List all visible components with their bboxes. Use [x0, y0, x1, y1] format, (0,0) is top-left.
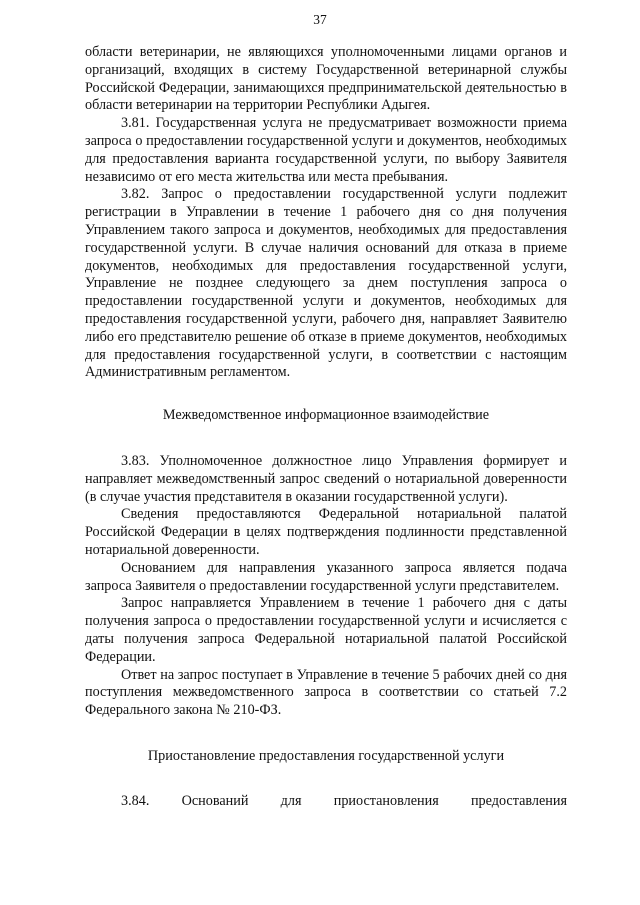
paragraph-continuation: области ветеринарии, не являющихся уполномоченными лицами органов и организаций, входящих в систему Государственной ветеринарной службы Российской Федерации, занимающихся предпринимательской деятельностью в области ветеринарии на территории Республики Адыгея. [85, 44, 567, 114]
paragraph-request-sent: Запрос направляется Управлением в течение 1 рабочего дня с даты получения запроса о предоставлении государственной услуги и исчисляется с даты получения запроса Федеральной нотариальной палатой Российской Федерации. [85, 595, 567, 665]
document-body [85, 44, 567, 810]
paragraph-3-81: 3.81. Государственная услуга не предусматривает возможности приема запроса о предоставлении государственной услуги и документов, необходимых для предоставления варианта государственной услуги, по выбору Заявителя независимо от его места жительства или места пребывания. [85, 115, 567, 185]
section-heading-interagency: Межведомственное информационное взаимодействие [162, 407, 490, 424]
paragraph-response: Ответ на запрос поступает в Управление в течение 5 рабочих дней со дня поступления межведомственного запроса в соответствии со статьей 7.2 Федерального закона № 210-ФЗ. [85, 666, 567, 719]
page-number: 37 [313, 12, 327, 27]
section-heading-suspension: Приостановление предоставления государственной услуги [147, 747, 505, 764]
paragraph-3-83: 3.83. Уполномоченное должностное лицо Управления формирует и направляет межведомственный запрос сведений о нотариальной доверенности (в случае участия представителя в оказании государственной услуги). [85, 452, 567, 505]
paragraph-grounds: Основанием для направления указанного запроса является подача запроса Заявителя о предоставлении государственной услуги представителем. [85, 559, 567, 594]
paragraph-3-82: 3.82. Запрос о предоставлении государственной услуги подлежит регистрации в Управлении в течение 1 рабочего дня со дня получения Управлением такого запроса и документов, необходимых для предоставления государственной услуги. В случае наличия оснований для отказа в приеме документов, необходимых для предоставления государственной услуги, Управление не позднее следующего за днем поступления запроса о предоставлении государственной услуги и документов, необходимых для предоставления государственной услуги, рабочего дня, направляет Заявителю либо его представителю решение об отказе в приеме документов, необходимых для предоставления государственной услуги, в соответствии с настоящим Административным регламентом. [85, 186, 567, 381]
paragraph-info-provided: Сведения предоставляются Федеральной нотариальной палатой Российской Федерации в целях подтверждения подлинности представленной нотариальной доверенности. [85, 506, 567, 558]
paragraph-3-84: 3.84. Оснований для приостановления предоставления [121, 792, 567, 809]
